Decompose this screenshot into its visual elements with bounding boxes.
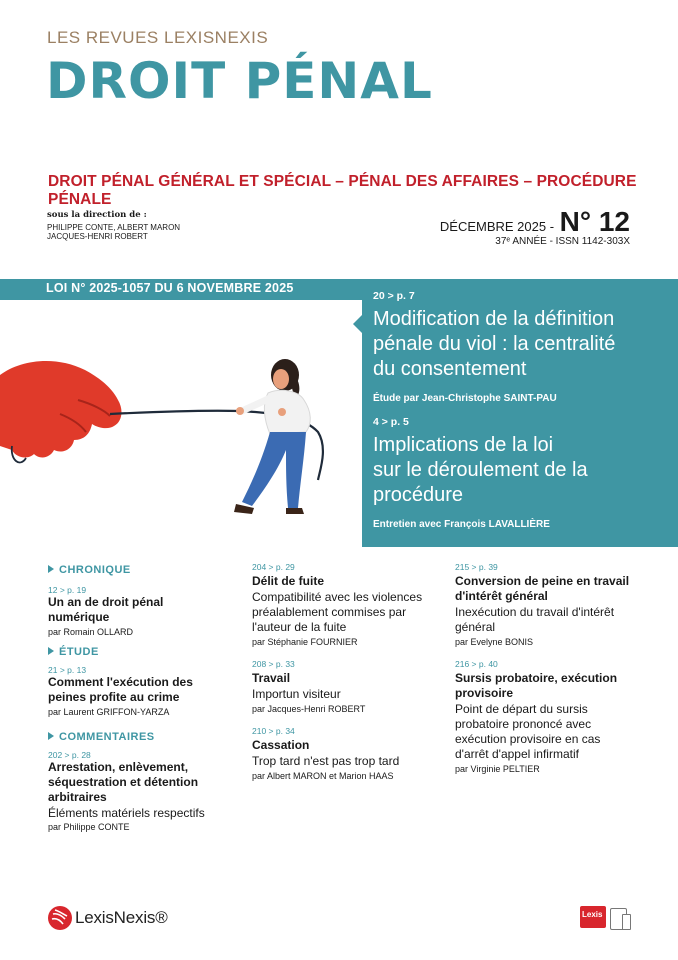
- article-author: par Albert MARON et Marion HAAS: [252, 771, 394, 781]
- issue-number: N° 12: [559, 206, 630, 237]
- red-fist-shape: [0, 361, 121, 458]
- feature-article1-author: Étude par Jean-Christophe SAINT-PAU: [373, 393, 557, 404]
- feature-article2-ref[interactable]: 4 > p. 5: [373, 416, 409, 428]
- article-description-line: exécution provisoire en cas: [455, 732, 601, 746]
- article-title[interactable]: Travail: [252, 671, 291, 685]
- article-description: [455, 702, 645, 762]
- woman-face: [273, 369, 289, 389]
- lexisnexis-logo-icon: [47, 905, 73, 931]
- woman-trousers: [242, 432, 306, 508]
- feature-article2-title[interactable]: [373, 433, 588, 508]
- article-title-line: peines profite au crime: [48, 690, 180, 704]
- article-author: par Jacques-Henri ROBERT: [252, 704, 366, 714]
- feature-article2-title-line: procédure: [373, 484, 464, 506]
- section-etude: [48, 646, 228, 658]
- article-title-line: Un an de droit pénal: [48, 595, 164, 609]
- article-author: par Laurent GRIFFON-YARZA: [48, 707, 170, 717]
- article-ref[interactable]: 204 > p. 29: [252, 562, 295, 572]
- article-ref[interactable]: 202 > p. 28: [48, 750, 91, 760]
- woman-shoe-2: [286, 508, 304, 514]
- article-ref[interactable]: 21 > p. 13: [48, 665, 87, 675]
- woman-hand-2: [278, 408, 286, 416]
- article-description-line: Compatibilité avec les violences: [252, 590, 423, 604]
- feature-article1-title[interactable]: [373, 307, 615, 382]
- toc-column-2: [252, 562, 442, 781]
- section-label: CHRONIQUE: [59, 564, 131, 576]
- article-title[interactable]: [455, 671, 645, 701]
- article-description-line: préalablement commises par: [252, 605, 407, 619]
- journal-subtitle: DROIT PÉNAL GÉNÉRAL ET SPÉCIAL – PÉNAL DES AFFAIRES – PROCÉDURE PÉNALE: [48, 173, 637, 208]
- triangle-right-icon: [48, 732, 54, 740]
- direction-label: sous la direction de :: [47, 210, 147, 220]
- article-title-line: Arrestation, enlèvement,: [48, 760, 189, 774]
- article-ref[interactable]: 208 > p. 33: [252, 659, 295, 669]
- feature-article1-title-line: pénale du viol : la centralité: [373, 333, 616, 355]
- article-description: Éléments matériels respectifs: [48, 806, 205, 820]
- section-commentaires: [48, 731, 228, 743]
- article-title-line: Comment l'exécution des: [48, 675, 193, 689]
- series-label: LES REVUES LEXISNEXIS: [47, 28, 269, 47]
- article-description: [455, 605, 645, 635]
- tug-of-war-illustration: [0, 300, 362, 547]
- direction-names-line1: PHILIPPE CONTE, ALBERT MARON: [47, 222, 181, 232]
- section-label: COMMENTAIRES: [59, 731, 155, 743]
- article-description: [252, 590, 442, 635]
- toc-column-1: [48, 564, 228, 832]
- article-author: par Stéphanie FOURNIER: [252, 637, 358, 647]
- issue-year-issn: 37ᵉ ANNÉE - ISSN 1142-303X: [495, 236, 630, 247]
- article-author: par Romain OLLARD: [48, 627, 134, 637]
- feature-article1-title-line: du consentement: [373, 358, 527, 380]
- feature-panel: [362, 279, 678, 547]
- toc-column-3: [455, 562, 645, 774]
- article-title[interactable]: Délit de fuite: [252, 574, 325, 588]
- article-author: par Evelyne BONIS: [455, 637, 534, 647]
- feature-band: [0, 279, 362, 300]
- article-description-line: d'arrêt d'appel infirmatif: [455, 747, 579, 761]
- article-title-line: d'intérêt général: [455, 589, 548, 603]
- feature-article2-title-line: sur le déroulement de la: [373, 459, 588, 481]
- direction-names-line2: JACQUES-HENRI ROBERT: [47, 232, 148, 241]
- section-chronique: [48, 564, 228, 576]
- feature-article2-title-line: Implications de la loi: [373, 434, 554, 456]
- article-title-line: Sursis probatoire, exécution: [455, 671, 618, 685]
- lexis-badge-label: Lexis: [582, 910, 603, 919]
- journal-title: DROIT PÉNAL: [46, 52, 433, 110]
- feature-article1-ref[interactable]: 20 > p. 7: [373, 290, 415, 302]
- article-title-line: arbitraires: [48, 790, 107, 804]
- article-description: Trop tard n'est pas trop tard: [252, 754, 400, 768]
- article-ref[interactable]: 216 > p. 40: [455, 659, 498, 669]
- article-title-line: numérique: [48, 610, 110, 624]
- feature-article1-title-line: Modification de la définition: [373, 308, 615, 330]
- feature-band-label: LOI N° 2025-1057 DU 6 NOVEMBRE 2025: [46, 281, 294, 295]
- article-title[interactable]: [48, 675, 228, 705]
- article-title[interactable]: [48, 595, 228, 625]
- article-description-line: général: [455, 620, 496, 634]
- article-author: par Philippe CONTE: [48, 822, 130, 832]
- triangle-right-icon: [48, 647, 54, 655]
- article-description-line: Inexécution du travail d'intérêt: [455, 605, 615, 619]
- article-title-line: provisoire: [455, 686, 514, 700]
- triangle-right-icon: [48, 565, 54, 573]
- brand-name: LexisNexis®: [75, 908, 168, 927]
- article-description-line: Point de départ du sursis: [455, 702, 588, 716]
- article-description: Importun visiteur: [252, 687, 341, 701]
- article-ref[interactable]: 12 > p. 19: [48, 585, 87, 595]
- article-title-line: séquestration et détention: [48, 775, 199, 789]
- article-author: par Virginie PELTIER: [455, 764, 540, 774]
- article-title[interactable]: [48, 760, 228, 805]
- panel-notch: [353, 315, 362, 333]
- phone-icon: [622, 914, 631, 930]
- article-ref[interactable]: 215 > p. 39: [455, 562, 498, 572]
- article-ref[interactable]: 210 > p. 34: [252, 726, 295, 736]
- article-title[interactable]: [455, 574, 645, 604]
- article-title-line: Conversion de peine en travail: [455, 574, 630, 588]
- article-description-line: probatoire prononcé avec: [455, 717, 592, 731]
- section-label: ÉTUDE: [59, 646, 99, 658]
- feature-article2-author: Entretien avec François LAVALLIÈRE: [373, 519, 550, 530]
- issue-info: [440, 206, 630, 247]
- editorial-direction: [47, 211, 180, 242]
- article-description-line: l'auteur de la fuite: [252, 620, 347, 634]
- article-title[interactable]: Cassation: [252, 738, 310, 752]
- lexis-badge-icon: [580, 906, 606, 928]
- issue-date: DÉCEMBRE 2025 -: [439, 219, 558, 234]
- woman-hand: [236, 407, 244, 415]
